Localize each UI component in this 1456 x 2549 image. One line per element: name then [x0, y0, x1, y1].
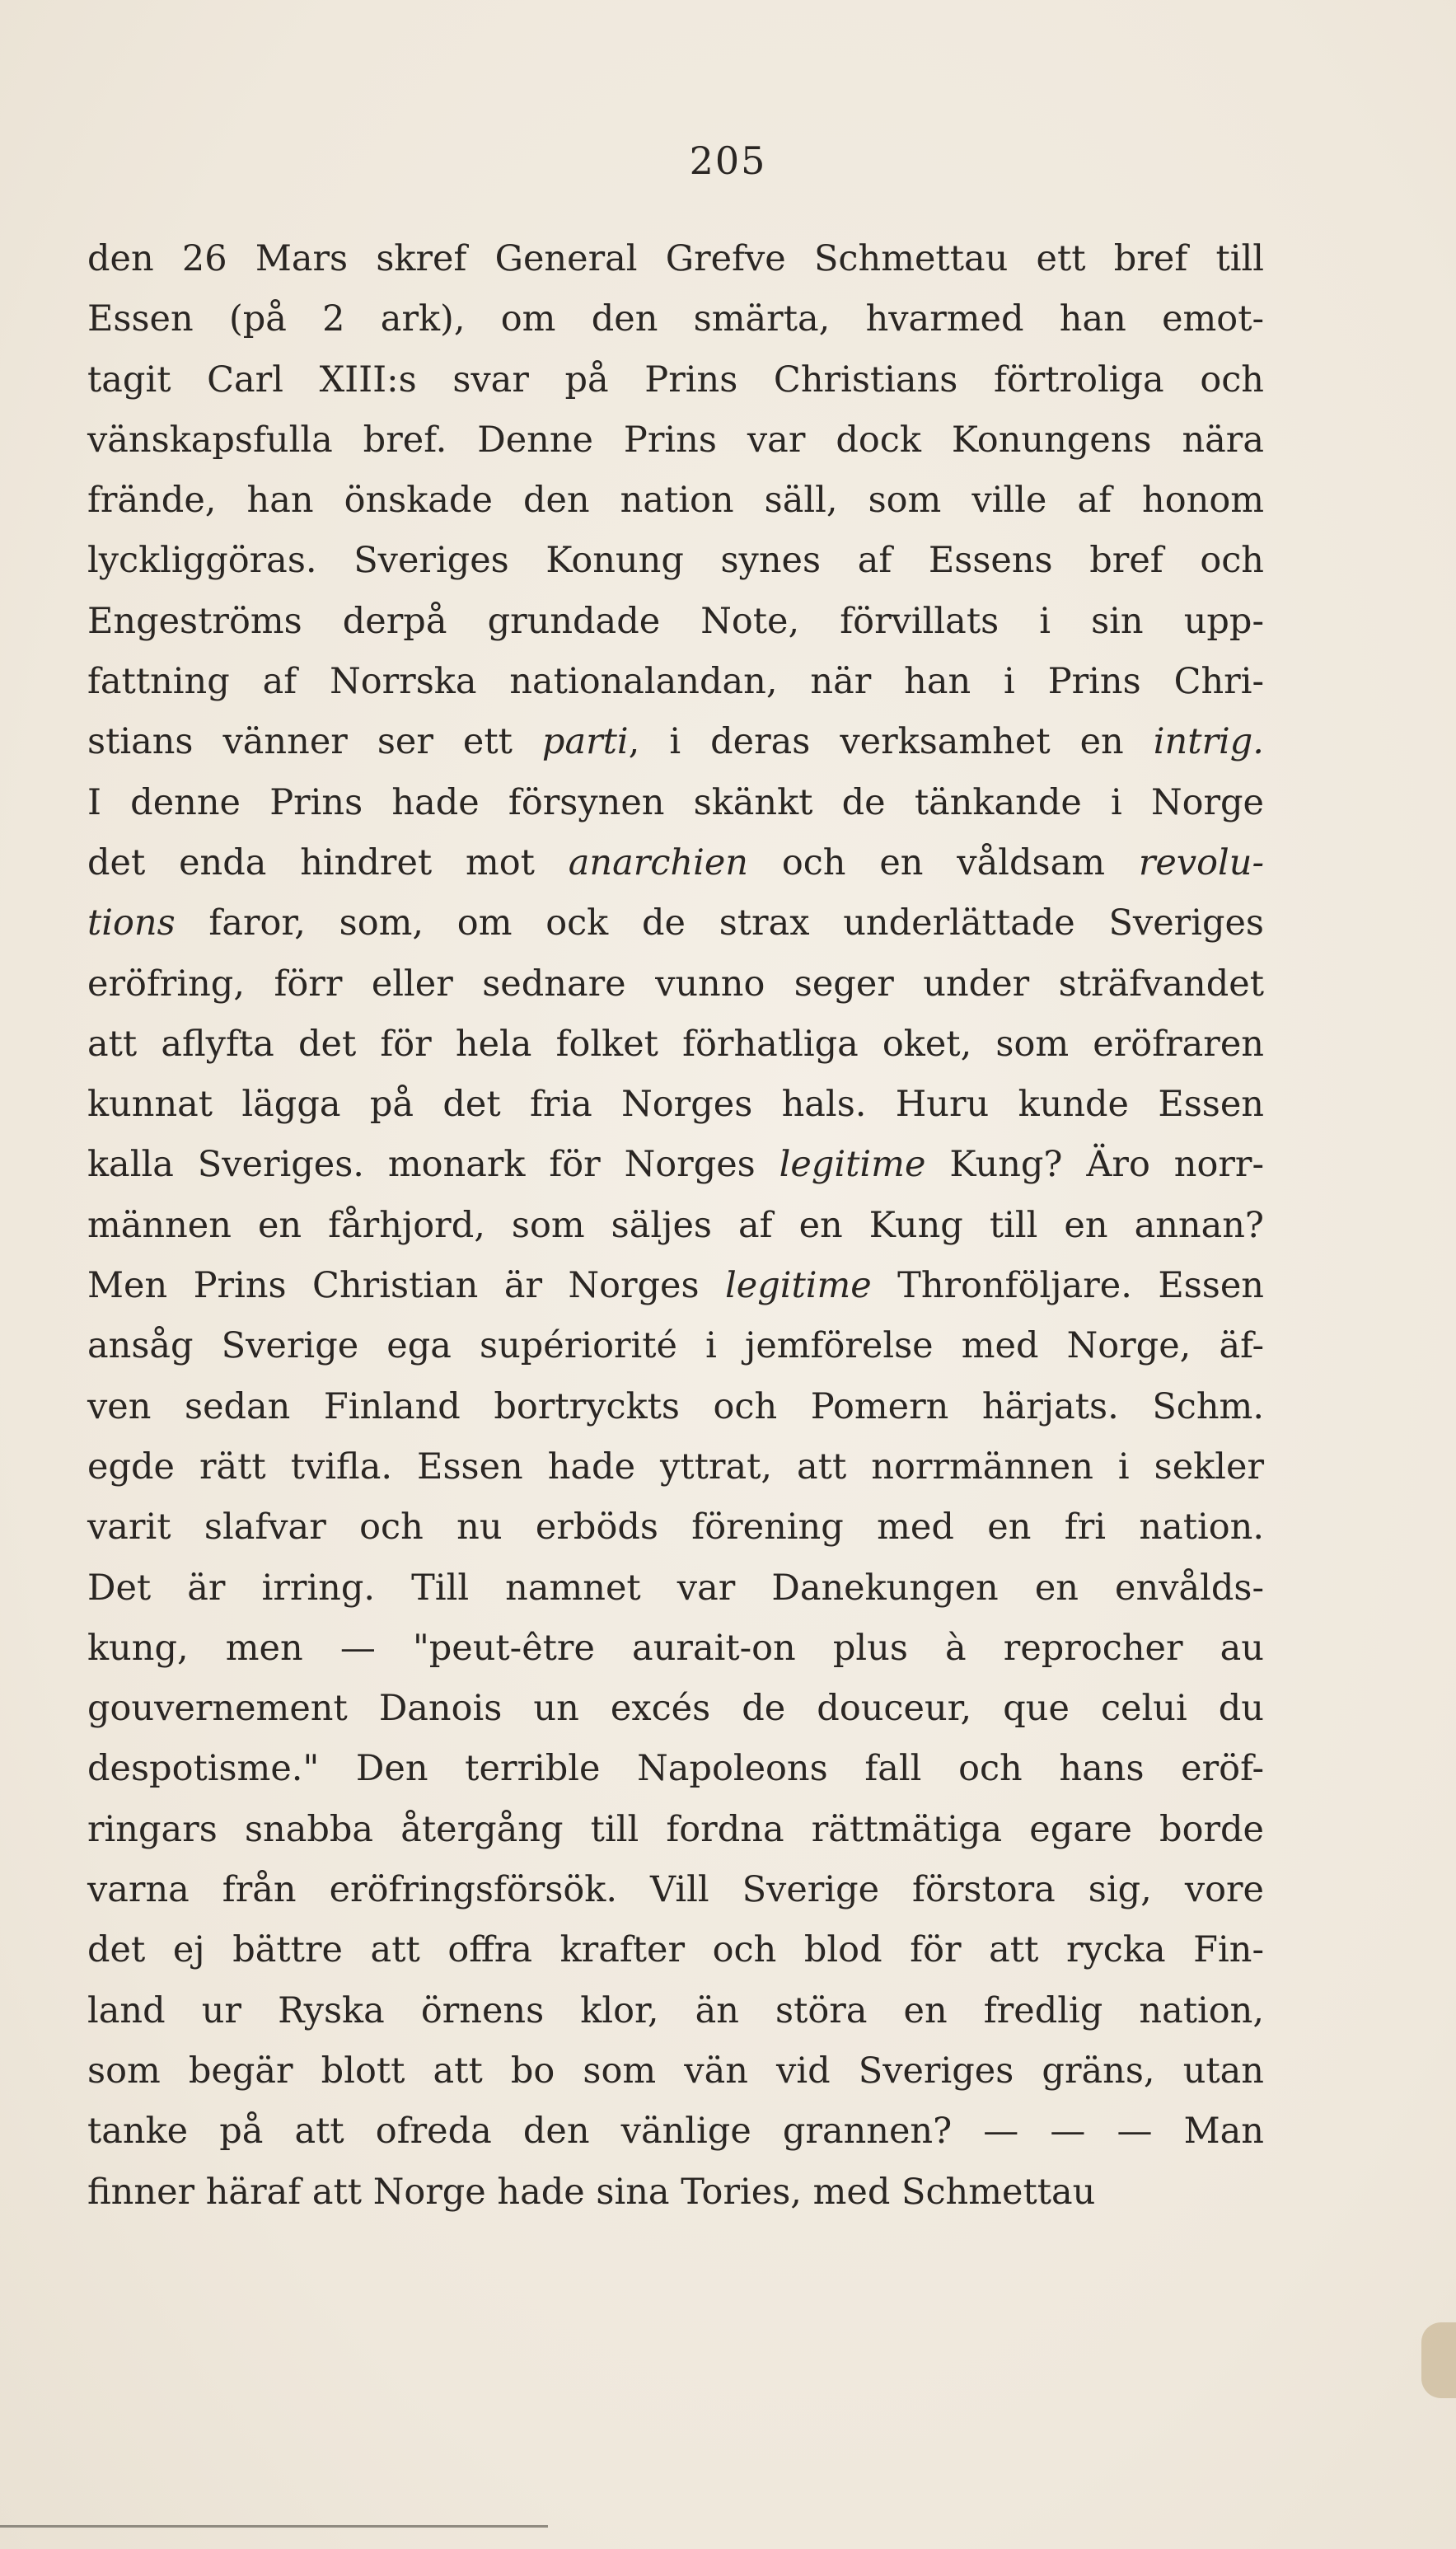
- italic-text: anarchien: [568, 841, 748, 883]
- text-run: fattning af Norrska nationalandan, när han i Prins Chri-: [87, 661, 1264, 703]
- text-line: [87, 1437, 1264, 1497]
- text-run: gouvernement Danois un excés de douceur, que celui du: [87, 1688, 1264, 1730]
- text-line: [87, 1679, 1264, 1739]
- text-run: Kung? Äro norr-: [925, 1144, 1264, 1186]
- text-line: [87, 531, 1264, 591]
- text-line: [87, 2041, 1264, 2102]
- text-line: [87, 350, 1264, 410]
- italic-text: legitime: [725, 1265, 872, 1307]
- text-line: [87, 2102, 1264, 2162]
- text-line: [87, 1256, 1264, 1316]
- text-run: faror, som, om ock de strax underlättade Sveriges: [175, 902, 1264, 944]
- italic-text: tions: [87, 902, 176, 944]
- italic-text: intrig.: [1153, 721, 1264, 763]
- bottom-rule: [0, 2525, 548, 2528]
- text-run: stians vänner ser ett: [87, 721, 542, 763]
- text-run: det ej bättre att offra krafter och blod för att rycka Fin-: [87, 1929, 1264, 1971]
- text-line: [87, 712, 1264, 772]
- text-line: [87, 893, 1264, 954]
- text-run: Men Prins Christian är Norges: [87, 1265, 725, 1307]
- text-line: [87, 1497, 1264, 1558]
- text-line: [87, 954, 1264, 1014]
- text-line: [87, 592, 1264, 652]
- text-run: vänskapsfulla bref. Denne Prins var dock Konungens nära: [87, 419, 1264, 461]
- text-line: [87, 652, 1264, 712]
- text-line: [87, 471, 1264, 531]
- body-text: [87, 229, 1264, 2223]
- text-run: frände, han önskade den nation säll, som ville af honom: [87, 480, 1264, 522]
- italic-text: parti: [541, 721, 629, 763]
- text-run: kung, men — "peut-être aurait-on plus à reprocher au: [87, 1627, 1264, 1669]
- text-run: Det är irring. Till namnet var Danekungen en envålds-: [87, 1567, 1264, 1609]
- text-run: kunnat lägga på det fria Norges hals. Huru kunde Essen: [87, 1084, 1264, 1126]
- text-line: [87, 1075, 1264, 1135]
- text-run: Essen (på 2 ark), om den smärta, hvarmed han emot-: [87, 298, 1264, 340]
- paper-stain: [1421, 2322, 1456, 2398]
- text-run: I denne Prins hade försynen skänkt de tänkande i Norge: [87, 781, 1264, 823]
- text-line: [87, 1196, 1264, 1256]
- page-number: 205: [689, 138, 767, 183]
- italic-text: revolu-: [1138, 841, 1264, 883]
- text-run: ven sedan Finland bortryckts och Pomern härjats. Schm.: [87, 1385, 1264, 1427]
- text-line: [87, 1981, 1264, 2041]
- text-run: tagit Carl XIII:s svar på Prins Christians förtroliga och: [87, 358, 1264, 401]
- text-line: [87, 410, 1264, 471]
- text-run: varit slafvar och nu erböds förening med en fri nation.: [87, 1506, 1264, 1549]
- text-line: [87, 1377, 1264, 1437]
- text-run: , i deras verksamhet en: [628, 721, 1154, 763]
- text-run: kalla Sveriges. monark för Norges: [87, 1144, 779, 1186]
- text-run: det enda hindret mot: [87, 841, 569, 883]
- text-line: [87, 1135, 1264, 1195]
- text-run: Engeströms derpå grundade Note, förvillats i sin upp-: [87, 600, 1264, 642]
- text-line: [87, 1860, 1264, 1920]
- text-run: despotisme." Den terrible Napoleons fall och hans eröf-: [87, 1748, 1264, 1790]
- text-run: land ur Ryska örnens klor, än störa en fredlig nation,: [87, 1989, 1264, 2031]
- text-line: [87, 1739, 1264, 1799]
- text-line: [87, 833, 1264, 893]
- text-line: [87, 1619, 1264, 1679]
- text-run: eröfring, förr eller sednare vunno seger under sträfvandet: [87, 963, 1264, 1005]
- text-run: varna från eröfringsförsök. Vill Sverige förstora sig, vore: [87, 1869, 1264, 1911]
- text-run: att aflyfta det för hela folket förhatliga oket, som eröfraren: [87, 1023, 1264, 1065]
- text-line: [87, 1316, 1264, 1376]
- text-run: egde rätt tvifla. Essen hade yttrat, att norrmännen i sekler: [87, 1446, 1264, 1488]
- italic-text: legitime: [779, 1144, 926, 1186]
- text-run: lyckliggöras. Sveriges Konung synes af Essens bref och: [87, 540, 1264, 582]
- text-line: [87, 1558, 1264, 1619]
- text-line: [87, 1014, 1264, 1075]
- text-run: ringars snabba återgång till fordna rättmätiga egare borde: [87, 1808, 1264, 1850]
- text-line: [87, 289, 1264, 349]
- text-line: [87, 1800, 1264, 1860]
- text-run: och en våldsam: [748, 841, 1139, 883]
- text-run: finner häraf att Norge hade sina Tories, med Schmettau: [87, 2171, 1096, 2213]
- text-run: den 26 Mars skref General Grefve Schmettau ett bref till: [87, 238, 1264, 279]
- text-run: som begär blott att bo som vän vid Sveriges gräns, utan: [87, 2050, 1264, 2092]
- text-line: [87, 229, 1264, 289]
- text-run: Thronföljare. Essen: [871, 1265, 1264, 1307]
- text-run: tanke på att ofreda den vänlige grannen? — — — Man: [87, 2111, 1264, 2153]
- text-line: [87, 773, 1264, 833]
- text-line: [87, 2162, 1264, 2223]
- text-run: männen en fårhjord, som säljes af en Kung till en annan?: [87, 1204, 1264, 1246]
- text-run: ansåg Sverige ega supériorité i jemförelse med Norge, äf-: [87, 1325, 1264, 1367]
- text-line: [87, 1920, 1264, 1980]
